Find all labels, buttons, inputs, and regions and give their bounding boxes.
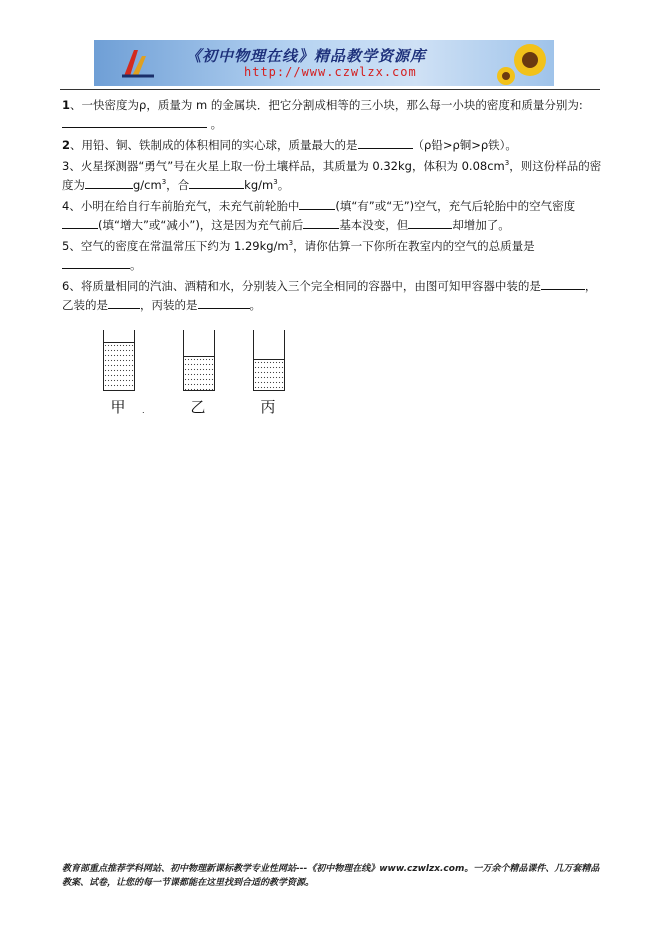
header-rule (60, 89, 600, 90)
beaker-label-jia: 甲 (110, 398, 126, 416)
liquid-level (254, 359, 284, 390)
beaker-yi (183, 330, 215, 391)
answer-blank[interactable] (62, 216, 98, 229)
answer-blank[interactable] (108, 296, 140, 309)
liquid-level (104, 342, 134, 390)
answer-blank[interactable] (303, 216, 339, 229)
answer-blank[interactable] (85, 176, 133, 189)
question-4: 4、小明在给自行车前胎充气，未充气前轮胎中 (填“有”或“无”)空气，充气后轮胎中的空气密度(填“增大”或“减小”)，这是因为充气前后 基本没变，但 却增加了。 (62, 199, 576, 232)
answer-blank[interactable] (408, 216, 452, 229)
container-figure (95, 326, 325, 422)
question-6: 6、将质量相同的汽油、酒精和水，分别装入三个完全相同的容器中，由图可知甲容器中装的是 ，乙装的是 ，丙装的是 。 (62, 279, 597, 312)
banner-title: 《初中物理在线》精品教学资源库 (186, 47, 427, 65)
sunflower-icon (492, 40, 552, 86)
beaker-jia (103, 330, 135, 391)
answer-blank[interactable] (198, 296, 250, 309)
liquid-level (184, 356, 214, 390)
page-footer: 教育部重点推荐学科网站、初中物理新课标教学专业性网站---《初中物理在线》www.czwlzx.com。一万余个精品课件、几万套精品教案、试卷，让您的每一节课都能在这里找到合适的教学资源。 (62, 864, 600, 888)
stray-dot: . (142, 406, 145, 415)
question-2: 2、用铅、铜、铁制成的体积相同的实心球，质量最大的是 （ρ铅>ρ铜>ρ铁）。 (62, 138, 517, 152)
question-list (62, 96, 602, 317)
answer-blank[interactable] (189, 176, 244, 189)
answer-blank[interactable] (358, 136, 413, 149)
beaker-label-yi: 乙 (190, 398, 206, 416)
question-1: 1、一快密度为ρ，质量为 m 的金属块．把它分割成相等的三小块，那么每一小块的密度和质量分别为: 。 (62, 98, 583, 131)
header-banner (94, 40, 554, 86)
banner-url[interactable]: http://www.czwlzx.com (244, 65, 417, 79)
answer-blank[interactable] (62, 115, 207, 128)
answer-blank[interactable] (62, 256, 130, 269)
answer-blank[interactable] (541, 277, 585, 290)
question-5: 5、空气的密度在常温常压下约为 $1.29kg/m^3$，请你估算一下你所在教室内的空气的总质量是。 (62, 239, 535, 272)
question-3: 3、火星探测器“勇气”号在火星上取一份土壤样品，其质量为 0.32kg，体积为 $0.08cm^3$，则这份样品的密度为 $g/cm^3$，合 $kg/m^3$。 (62, 159, 602, 192)
logo-icon (120, 46, 156, 80)
beaker-bing (253, 330, 285, 391)
beaker-label-bing: 丙 (260, 398, 276, 416)
answer-blank[interactable] (299, 197, 335, 210)
